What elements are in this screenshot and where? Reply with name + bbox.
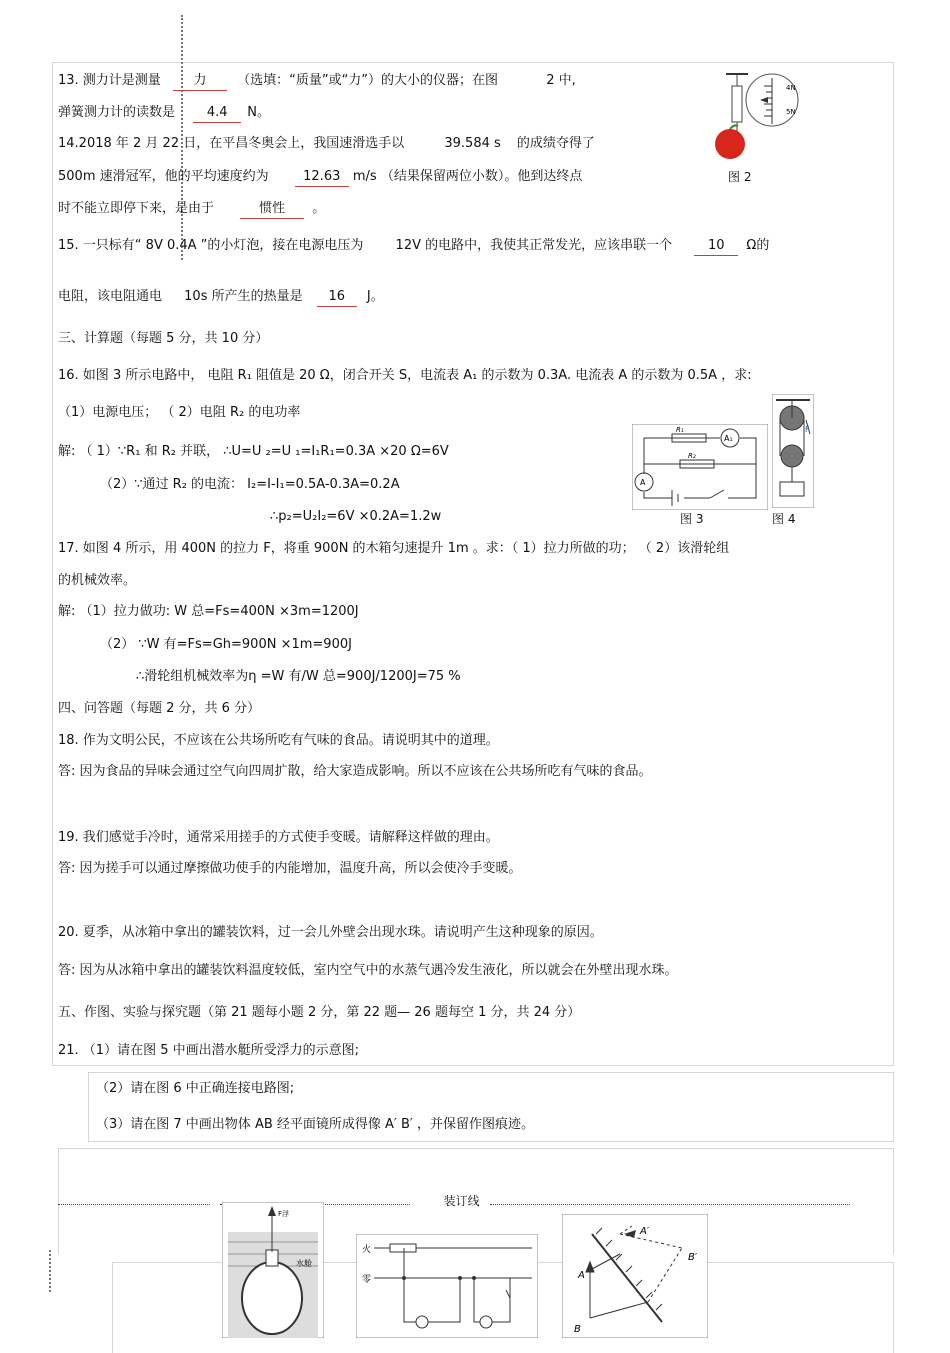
svg-text:A: A: [640, 478, 646, 487]
figure-4-pulley: [772, 394, 814, 508]
svg-text:零: 零: [362, 1275, 372, 1285]
q15-line2: 电阻，该电阻通电 10s 所产生的热量是 16 J。: [58, 288, 384, 307]
figure-4-caption: 图 4: [772, 512, 796, 526]
svg-text:R₂: R₂: [688, 452, 696, 460]
q21-part-3: （3）请在图 7 中画出物体 AB 经平面镜所成得像 A′ B′ ，并保留作图痕迹。: [96, 1117, 534, 1132]
q19-question: 19. 我们感觉手冷时，通常采用搓手的方式使手变暖。请解释这样做的理由。: [58, 830, 499, 845]
figure-3-caption: 图 3: [680, 512, 704, 526]
q16-question: 16. 如图 3 所示电路中， 电阻 R₁ 阻值是 20 Ω，闭合开关 S，电流表 A₁ 的示数为 0.3A. 电流表 A 的示数为 0.5A ，求:: [58, 368, 752, 383]
q18-answer: 答: 因为食品的异味会通过空气向四周扩散，给大家造成影响。所以不应该在公共场所吃有气味的食品。: [58, 764, 652, 779]
binding-line: 装订线: [58, 1192, 838, 1209]
q16-subquestions: （1）电源电压； （ 2）电阻 R₂ 的电功率: [58, 405, 301, 420]
q13-answer-1[interactable]: 力: [173, 72, 227, 91]
q13-line2: 弹簧测力计的读数是 4.4 N。: [58, 104, 270, 123]
q17-solution-1: 解: （1）拉力做功: W 总=Fs=400N ×3m=1200J: [58, 604, 359, 619]
q15-answer-1[interactable]: 10: [694, 237, 738, 256]
svg-text:F: F: [805, 425, 810, 434]
q17-question: 17. 如图 4 所示，用 400N 的拉力 F，将重 900N 的木箱匀速提升 1m 。求：（ 1）拉力所做的功； （ 2）该滑轮组: [58, 541, 730, 556]
figure-7-plane-mirror: [562, 1214, 708, 1338]
q14-answer-2[interactable]: 惯性: [240, 200, 304, 219]
q17-question-cont: 的机械效率。: [58, 573, 137, 588]
figure-5-submarine: [222, 1202, 324, 1338]
svg-text:B: B: [574, 1324, 581, 1335]
svg-text:A₁: A₁: [724, 434, 733, 443]
section-4-heading: 四、问答题（每题 2 分，共 6 分）: [58, 701, 261, 716]
q20-question: 20. 夏季，从冰箱中拿出的罐装饮料，过一会儿外壁会出现水珠。请说明产生这种现象的原因。: [58, 925, 603, 940]
q15-answer-2[interactable]: 16: [317, 288, 357, 307]
figure-6-house-circuit: [356, 1234, 538, 1338]
q18-question: 18. 作为文明公民，不应该在公共场所吃有气味的食品。请说明其中的道理。: [58, 733, 499, 748]
svg-text:A′: A′: [640, 1226, 650, 1237]
q20-answer: 答: 因为从冰箱中拿出的罐装饮料温度较低，室内空气中的水蒸气遇冷发生液化，所以就会在外壁出现水珠。: [58, 963, 678, 978]
q21-part-2: （2）请在图 6 中正确连接电路图;: [96, 1081, 295, 1096]
q14-answer-1[interactable]: 12.63: [295, 168, 349, 187]
q16-solution-1: 解: （ 1）∵R₁ 和 R₂ 并联， ∴U=U ₂=U ₁=I₁R₁=0.3A ×20 Ω=6V: [58, 444, 449, 459]
section-3-heading: 三、计算题（每题 5 分，共 10 分）: [58, 331, 269, 346]
q21-part-1: 21. （1）请在图 5 中画出潜水艇所受浮力的示意图;: [58, 1043, 359, 1058]
q17-solution-3: ∴滑轮组机械效率为η =W 有/W 总=900J/1200J=75 %: [136, 669, 461, 684]
svg-text:5N: 5N: [786, 108, 796, 116]
svg-text:R₁: R₁: [676, 426, 684, 434]
section-5-heading: 五、作图、实验与探究题（第 21 题每小题 2 分，第 22 题— 26 题每空 1 分，共 24 分）: [58, 1005, 581, 1020]
apple-icon: [715, 129, 745, 159]
figure-3-circuit: [632, 424, 768, 510]
q13-answer-2[interactable]: 4.4: [193, 104, 241, 123]
svg-text:F浮: F浮: [278, 1210, 290, 1218]
svg-text:火: 火: [362, 1245, 372, 1255]
q14-line3: 时不能立即停下来，是由于 惯性 。: [58, 200, 325, 219]
q14-line1: 14.2018 年 2 月 22 日，在平昌冬奥会上，我国速滑选手以 39.584 s 的成绩夺得了: [58, 136, 595, 151]
q17-solution-2: （2） ∵W 有=Fs=Gh=900N ×1m=900J: [100, 637, 352, 652]
q16-solution-3: ∴p₂=U₂I₂=6V ×0.2A=1.2w: [270, 509, 442, 524]
q13-line1: 13. 测力计是测量 力 （选填：“质量”或“力”）的大小的仪器；在图 2 中,: [58, 72, 576, 91]
figure-2-spring-scale: [708, 72, 804, 160]
svg-text:4N: 4N: [786, 84, 796, 92]
svg-text:水舱: 水舱: [296, 1259, 312, 1268]
binding-dots-left-2: [49, 1250, 51, 1292]
figure-2-caption: 图 2: [728, 170, 752, 184]
svg-text:B′: B′: [688, 1252, 698, 1263]
q14-line2: 500m 速滑冠军，他的平均速度约为 12.63 m/s （结果保留两位小数）。他到达终点: [58, 168, 582, 187]
svg-text:A: A: [578, 1270, 585, 1281]
q19-answer: 答: 因为搓手可以通过摩擦做功使手的内能增加，温度升高，所以会使冷手变暖。: [58, 861, 522, 876]
q16-solution-2: （2）∵通过 R₂ 的电流： I₂=I-I₁=0.5A-0.3A=0.2A: [100, 477, 400, 492]
q15-line1: 15. 一只标有“ 8V 0.4A ”的小灯泡，接在电源电压为 12V 的电路中，我使其正常发光，应该串联一个 10 Ω的: [58, 237, 769, 256]
